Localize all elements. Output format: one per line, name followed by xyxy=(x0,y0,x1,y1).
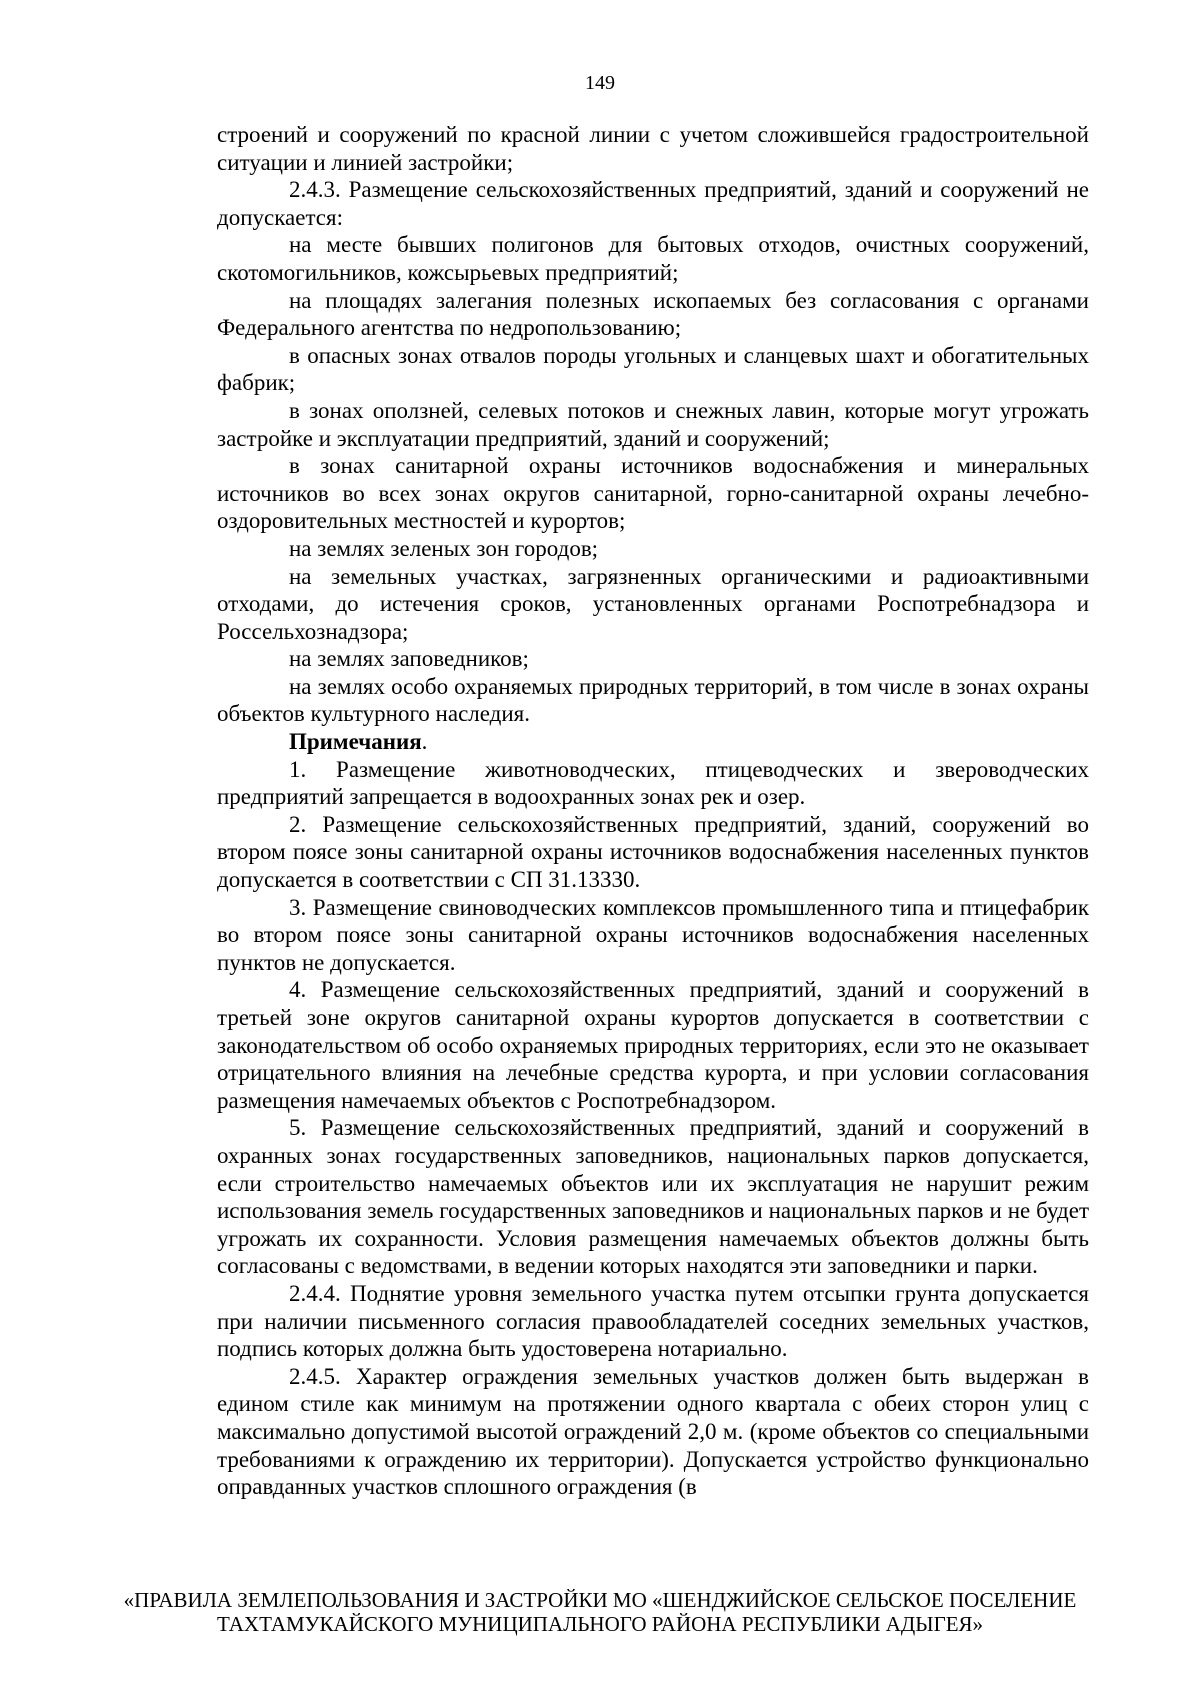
note-item: 1. Размещение животноводческих, птицеводческих и звероводческих предприятий запрещается в водоохранных зонах рек и озер. xyxy=(217,756,1089,810)
note-item: 4. Размещение сельскохозяйственных предприятий, зданий и сооружений в третьей зоне округов санитарной охраны курортов допускается в соответствии с законодательством об особо охраняемых природных территориях, если это не оказывает отрицательного влияния на лечебные средства курорта, и при условии согласования размещения намечаемых объектов с Роспотребнадзором. xyxy=(217,977,1089,1113)
section-2-4-4-paragraph: 2.4.4. Поднятие уровня земельного участка путем отсыпки грунта допускается при наличии письменного согласия правообладателей соседних земельных участков, подпись которых должна быть удостоверена нотариально. xyxy=(217,1280,1089,1362)
section-2-4-5-paragraph: 2.4.5. Характер ограждения земельных участков должен быть выдержан в едином стиле как минимум на протяжении одного квартала с обеих сторон улиц с максимально допустимой высотой ограждений 2,0 м. (кроме объектов со специальными требованиями к ограждению их территории). Допускается устройство функционально оправданных участков сплошного ограждения (в xyxy=(217,1363,1089,1500)
note-item: 5. Размещение сельскохозяйственных предприятий, зданий и сооружений в охранных зонах государственных заповедников, национальных парков допускается, если строительство намечаемых объектов или их эксплуатация не нарушит режим использования земель государственных заповедников и национальных парков и не будет угрожать их сохранности. Условия размещения намечаемых объектов должны быть согласованы с ведомствами, в ведении которых находятся эти заповедники и парки. xyxy=(217,1115,1089,1279)
list-item: в зонах оползней, селевых потоков и снежных лавин, которые могут угрожать застройке и эксплуатации предприятий, зданий и сооружений; xyxy=(217,397,1089,451)
footer-line: ТАХТАМУКАЙСКОГО МУНИЦИПАЛЬНОГО РАЙОНА РЕСПУБЛИКИ АДЫГЕЯ» xyxy=(216,1612,984,1636)
list-item: на площадях залегания полезных ископаемых без согласования с органами Федерального агентства по недропользованию; xyxy=(217,287,1089,341)
paragraph: строений и сооружений по красной линии с учетом сложившейся градостроительной ситуации и линией застройки; xyxy=(217,122,1089,175)
list-item: в зонах санитарной охраны источников водоснабжения и минеральных источников во всех зонах округов санитарной, горно-санитарной охраны лечебно-оздоровительных местностей и курортов; xyxy=(217,453,1089,534)
list-item: на месте бывших полигонов для бытовых отходов, очистных сооружений, скотомогильников, кожсырьевых предприятий; xyxy=(217,232,1089,285)
note-item: 3. Размещение свиноводческих комплексов промышленного типа и птицефабрик во втором поясе зоны санитарной охраны источников водоснабжения населенных пунктов не допускается. xyxy=(217,894,1089,975)
notes-heading-line xyxy=(217,728,1089,756)
list-item: на землях зеленых зон городов; xyxy=(289,535,599,561)
section-2-4-3-paragraph: 2.4.3. Размещение сельскохозяйственных предприятий, зданий и сооружений не допускается: xyxy=(217,177,1089,230)
notes-heading: Примечания xyxy=(289,729,422,755)
notes-heading-suffix: . xyxy=(421,729,428,755)
list-item: в опасных зонах отвалов породы угольных и сланцевых шахт и обогатительных фабрик; xyxy=(217,342,1089,396)
list-item: на землях заповедников; xyxy=(289,646,529,672)
footer-line: «ПРАВИЛА ЗЕМЛЕПОЛЬЗОВАНИЯ И ЗАСТРОЙКИ МО «ШЕНДЖИЙСКОЕ СЕЛЬСКОЕ ПОСЕЛЕНИЕ xyxy=(123,1588,1077,1612)
list-item: на земельных участках, загрязненных органическими и радиоактивными отходами, до истечения сроков, установленных органами Роспотребнадзора и Россельхознадзора; xyxy=(217,563,1089,644)
page-number: 149 xyxy=(585,72,615,94)
document-body xyxy=(217,121,1089,1501)
page-footer xyxy=(100,1588,1100,1636)
note-item: 2. Размещение сельскохозяйственных предприятий, зданий, сооружений во втором поясе зоны санитарной охраны источников водоснабжения населенных пунктов допускается в соответствии с СП 31.13330. xyxy=(217,811,1089,893)
list-item: на землях особо охраняемых природных территорий, в том числе в зонах охраны объектов культурного наследия. xyxy=(217,673,1089,727)
